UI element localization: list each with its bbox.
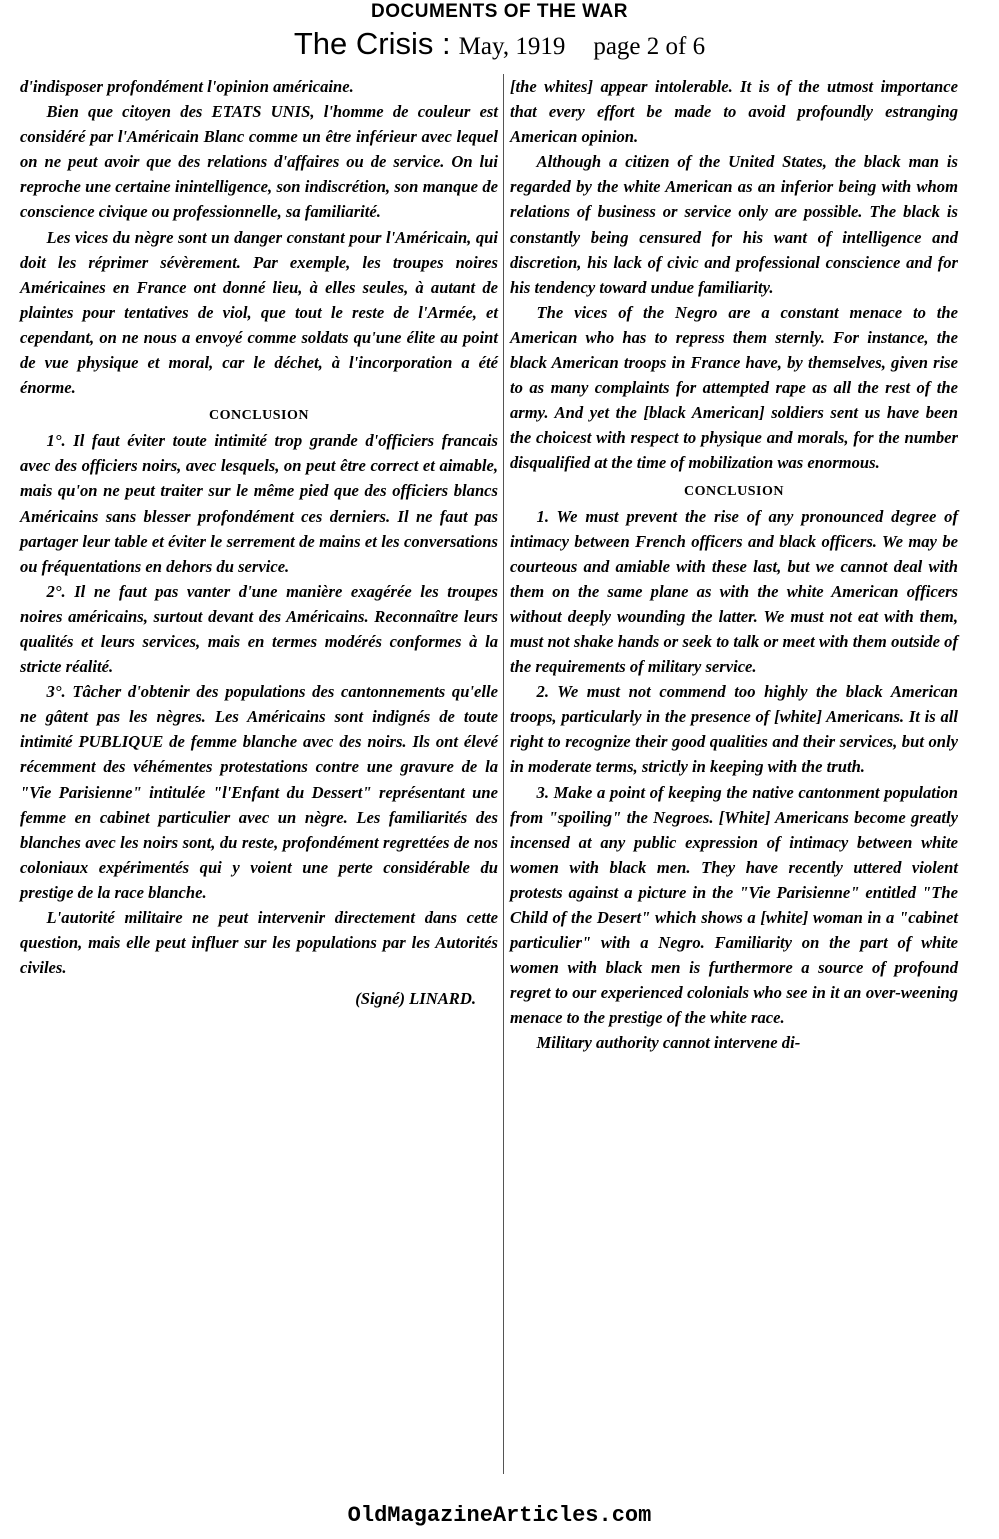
section-heading: CONCLUSION — [684, 483, 784, 499]
paragraph: Bien que citoyen des ETATS UNIS, l'homme de couleur est considéré par l'Américain Blanc comme un être inférieur avec lequel on ne peut avoir que des relations d'affaires ou de service. On lui reproche une certaine inintelligence, son indiscrétion, son manque de conscience civique ou professionnelle, sa familiarité. — [20, 102, 498, 222]
paragraph: Les vices du nègre sont un danger constant pour l'Américain, qui doit les réprimer sévèrement. Par exemple, les troupes noires Américaines en France ont donné lieu, à elles seules, à autant de plaintes pour tentatives de viol, que tout le reste de l'Armée, et cependant, on ne nous a envoyé comme soldats qu'une élite au point de vue physique et moral, car le déchet, à l'incorporation a été énorme. — [20, 227, 498, 398]
conclusion-item: 2°. Il ne faut pas vanter d'une manière exagérée les troupes noires américains, surtout devant des Américains. Reconnaître leurs qualités et leurs services, mais en termes modérés conformes à la stricte réalité. — [20, 581, 498, 677]
english-text-column — [510, 74, 958, 1056]
paragraph: d'indisposer profondément l'opinion américaine. — [20, 77, 354, 96]
page-indicator: page 2 of 6 — [593, 33, 706, 60]
conclusion-item: 1. We must prevent the rise of any pronounced degree of intimacy between French officers and black officers. We may be courteous and amiable with these last, but we cannot deal with them on the same plane as with the white American officers without deeply wounding the latter. We must not eat with them, must not shake hands or seek to talk or meet with them outside of the requirements of military service. — [510, 506, 958, 677]
conclusion-item: 3. Make a point of keeping the native cantonment population from "spoiling" the Negroes. [White] Americans become greatly incensed at any public expression of intimacy between white women with black men. They have recently uttered violent protests against a picture in the "Vie Parisienne" entitled "The Child of the Desert" which shows a [white] woman in a "cabinet particulier" with a Negro. Familiarity on the part of white women with black men is furthermore a source of profound regret to our experienced colonials who see in it an over-weening menace to the prestige of the white race. — [510, 782, 958, 1028]
section-header: DOCUMENTS OF THE WAR — [371, 1, 628, 22]
site-watermark: OldMagazineArticles.com — [347, 1503, 652, 1528]
french-text-column — [20, 74, 498, 1011]
section-heading: CONCLUSION — [209, 408, 309, 424]
paragraph: [the whites] appear intolerable. It is of the utmost importance that every effort be made to avoid profoundly estranging American opinion. — [510, 77, 958, 147]
paragraph: Although a citizen of the United States, the black man is regarded by the white American as an inferior being with whom relations of business or service only are possible. The black is constantly being censured for his want of intelligence and discretion, his lack of civic and professional conscience and for his tendency toward undue familiarity. — [510, 152, 958, 297]
publication-date: May, 1919 — [458, 33, 566, 60]
conclusion-item: 3°. Tâcher d'obtenir des populations des cantonnements qu'elle ne gâtent pas les nègres. Les Américains sont indignés de toute intimité PUBLIQUE de femme blanche avec des noirs. Ils ont élevé récemment des véhémentes protestations contre une gravure de la "Vie Parisienne" intitulée "l'Enfant du Dessert" représentant une femme en cabinet particulier avec un nègre. Les familiarités des blanches avec les noirs sont, du reste, profondément regrettées de nos coloniaux expérimentés qui y voient une perte considérable du prestige de la race blanche. — [20, 682, 498, 902]
conclusion-item: 1°. Il faut éviter toute intimité trop grande d'officiers francais avec des officiers noirs, avec lesquels, on peut être correct et aimable, mais qu'on ne peut traiter sur le même pied que des officiers blancs Américains sans blesser profondément ces derniers. Il ne faut pas partager leur table et éviter le serrement de mains et les conversations ou fréquentations en dehors du service. — [20, 431, 498, 576]
publication-line — [0, 26, 999, 68]
paragraph: L'autorité militaire ne peut intervenir directement dans cette question, mais elle peut influer sur les populations par les Autorités civiles. — [20, 908, 498, 978]
column-divider — [503, 74, 504, 1474]
signature: (Signé) LINARD. — [355, 989, 476, 1009]
paragraph: Military authority cannot intervene di- — [536, 1033, 801, 1053]
paragraph: The vices of the Negro are a constant menace to the American who has to repress them sternly. For instance, the black American troops in France have, by themselves, given rise to as many complaints for attempted rape as all the rest of the army. And yet the [black American] soldiers sent us have been the choicest with respect to physique and morals, for the number disqualified at the time of mobilization was enormous. — [510, 302, 958, 473]
publication-title: The Crisis : — [293, 26, 451, 61]
conclusion-item: 2. We must not commend too highly the black American troops, particularly in the presence of [white] Americans. It is all right to recognize their good qualities and their services, but only in moderate terms, strictly in keeping with the truth. — [510, 682, 958, 777]
